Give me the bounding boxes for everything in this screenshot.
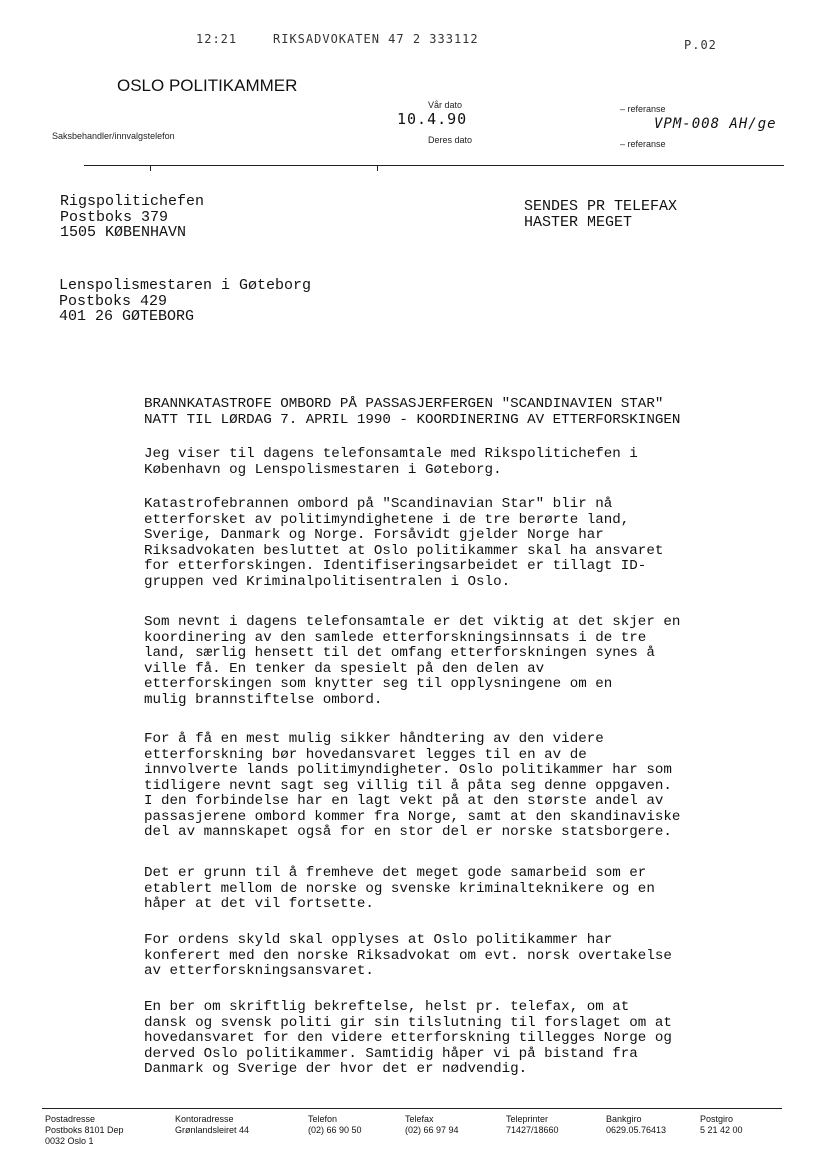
body-line: etablert mellom de norske og svenske kriminalteknikere og en [144, 880, 655, 897]
body-line: av etterforskningsansvaret. [144, 963, 374, 979]
body-line: derved Oslo politikammer. Samtidig håper vi på bistand fra [144, 1045, 638, 1062]
body-line: konferert med den norske Riksadvokat om evt. norsk overtakelse [144, 947, 672, 964]
body-line: for etterforskingen. Identifiseringsarbeidet er tillagt ID- [144, 558, 647, 574]
body-line: gruppen ved Kriminalpolitisentralen i Oslo. [144, 573, 511, 590]
recipient-1-address [60, 194, 204, 241]
body-line: etterforskning bør hovedansvaret legges til en av de [144, 746, 587, 763]
footer-value: (02) 66 97 94 [405, 1125, 459, 1135]
recipient-1-line: Postboks 379 [60, 208, 169, 226]
var-referanse-label: – referanse [620, 104, 666, 114]
body-line: koordinering av den samlede etterforskningsinnsats i de tre [144, 629, 647, 646]
var-referanse-value: VPM-008 AH/ge [654, 116, 777, 132]
body-line: I den forbindelse har en lagt vekt på at den største andel av [144, 793, 664, 809]
body-line: tidligere nevnt sagt seg villig til å påta seg denne oppgaven. [144, 777, 672, 794]
footer-value: 0032 Oslo 1 [45, 1136, 94, 1146]
body-line: håper at det vil fortsette. [144, 896, 374, 912]
footer-label: Postadresse [45, 1114, 96, 1124]
notice-line: SENDES PR TELEFAX [524, 198, 678, 215]
footer-value: Postboks 8101 Dep [45, 1125, 124, 1135]
body-line: Riksadvokaten besluttet at Oslo politikammer skal ha ansvaret [144, 542, 664, 559]
footer-teleprinter [506, 1114, 559, 1136]
body-line: etterforsket av politimyndighetene i de tre berørte land, [144, 511, 630, 528]
body-paragraph-6 [144, 933, 804, 980]
footer-rule [42, 1108, 782, 1109]
body-line: Sverige, Danmark og Norge. Forsåvidt gjelder Norge har [144, 527, 604, 543]
body-line: Som nevnt i dagens telefonsamtale er det viktig at det skjer en [144, 614, 681, 630]
subject-line: NATT TIL LØRDAG 7. APRIL 1990 - KOORDINERING AV ETTERFORSKINGEN [144, 411, 681, 428]
body-line: En ber om skriftlig bekreftelse, helst pr. telefax, om at [144, 999, 630, 1015]
footer-label: Postgiro [700, 1114, 734, 1124]
deres-dato-label: Deres dato [428, 135, 473, 145]
fax-sender: RIKSADVOKATEN 47 2 333112 [273, 32, 479, 46]
body-paragraph-1 [144, 447, 804, 478]
recipient-1-line: 1505 KØBENHAVN [60, 224, 187, 241]
var-dato-label: Vår dato [428, 100, 463, 110]
footer-telefax [405, 1114, 459, 1136]
body-line: innvolverte lands politimyndigheter. Oslo politikammer har som [144, 762, 672, 778]
recipient-2-address [59, 278, 311, 325]
body-paragraph-4 [144, 732, 804, 841]
body-line: hovedansvaret for den videre etterforskning tillegges Norge og [144, 1030, 672, 1046]
footer-value: Grønlandsleiret 44 [175, 1125, 250, 1135]
body-paragraph-7 [144, 1000, 804, 1078]
footer-label: Kontoradresse [175, 1114, 234, 1124]
footer-value: (02) 66 90 50 [308, 1125, 362, 1135]
body-line: etterforskingen som knytter seg til opplysningene om en [144, 676, 613, 692]
body-line: Det er grunn til å fremheve det meget gode samarbeid som er [144, 865, 647, 881]
organization-name: OSLO POLITIKAMMER [117, 76, 298, 95]
footer-label: Bankgiro [606, 1114, 642, 1124]
footer-value: 71427/18660 [506, 1125, 559, 1135]
footer-postgiro [700, 1114, 743, 1136]
body-line: For å få en mest mulig sikker håndtering av den videre [144, 731, 604, 747]
notice-line: HASTER MEGET [524, 213, 633, 231]
footer-kontoradresse [175, 1114, 249, 1136]
header-rule-tick-left [150, 165, 151, 171]
footer-postadresse [45, 1114, 124, 1147]
footer-label: Telefon [308, 1114, 338, 1124]
recipient-2-line: Postboks 429 [59, 292, 168, 310]
body-line: Jeg viser til dagens telefonsamtale med Rikspolitichefen i [144, 446, 638, 462]
body-paragraph-2 [144, 497, 804, 590]
body-line: land, særlig hensett til det omfang etterforskningen synes å [144, 645, 655, 661]
body-paragraph-5 [144, 866, 804, 913]
footer-bankgiro [606, 1114, 666, 1136]
body-line: dansk og svensk politi gir sin tilslutning til forslaget om at [144, 1014, 672, 1031]
body-line: København og Lenspolismestaren i Gøteborg. [144, 461, 502, 478]
recipient-1-line: Rigspolitichefen [60, 193, 205, 210]
header-rule [84, 165, 784, 166]
body-line: passasjerene ombord kommer fra Norge, samt at den skandinaviske [144, 808, 681, 825]
subject-line: BRANNKATASTROFE OMBORD PÅ PASSASJERFERGEN "SCANDINAVIEN STAR" [144, 396, 664, 412]
footer-value: 0629.05.76413 [606, 1125, 667, 1135]
body-line: ville få. En tenker da spesielt på den delen av [144, 660, 545, 677]
subject-heading [144, 397, 804, 428]
phone-label: Saksbehandler/innvalgstelefon [52, 131, 175, 141]
fax-time: 12:21 [196, 32, 238, 46]
footer-value: 5 21 42 00 [700, 1125, 743, 1135]
body-line: Danmark og Sverige der hvor det er nødvendig. [144, 1061, 528, 1077]
body-paragraph-3 [144, 615, 804, 708]
header-rule-tick-right [377, 165, 378, 171]
deres-referanse-label: – referanse [620, 139, 666, 149]
transmission-notice [524, 199, 677, 230]
var-dato-value: 10.4.90 [397, 110, 468, 128]
recipient-2-line: 401 26 GØTEBORG [59, 308, 195, 325]
recipient-2-line: Lenspolismestaren i Gøteborg [59, 277, 312, 294]
footer-telefon [308, 1114, 362, 1136]
body-line: Katastrofebrannen ombord på "Scandinavian Star" blir nå [144, 496, 613, 512]
footer-label: Teleprinter [506, 1114, 549, 1124]
footer-label: Telefax [405, 1114, 434, 1124]
body-line: For ordens skyld skal opplyses at Oslo politikammer har [144, 932, 613, 948]
fax-page-number: P.02 [684, 38, 717, 52]
body-line: del av mannskapet også for en stor del er norske statsborgere. [144, 824, 672, 840]
body-line: mulig brannstiftelse ombord. [144, 691, 383, 708]
